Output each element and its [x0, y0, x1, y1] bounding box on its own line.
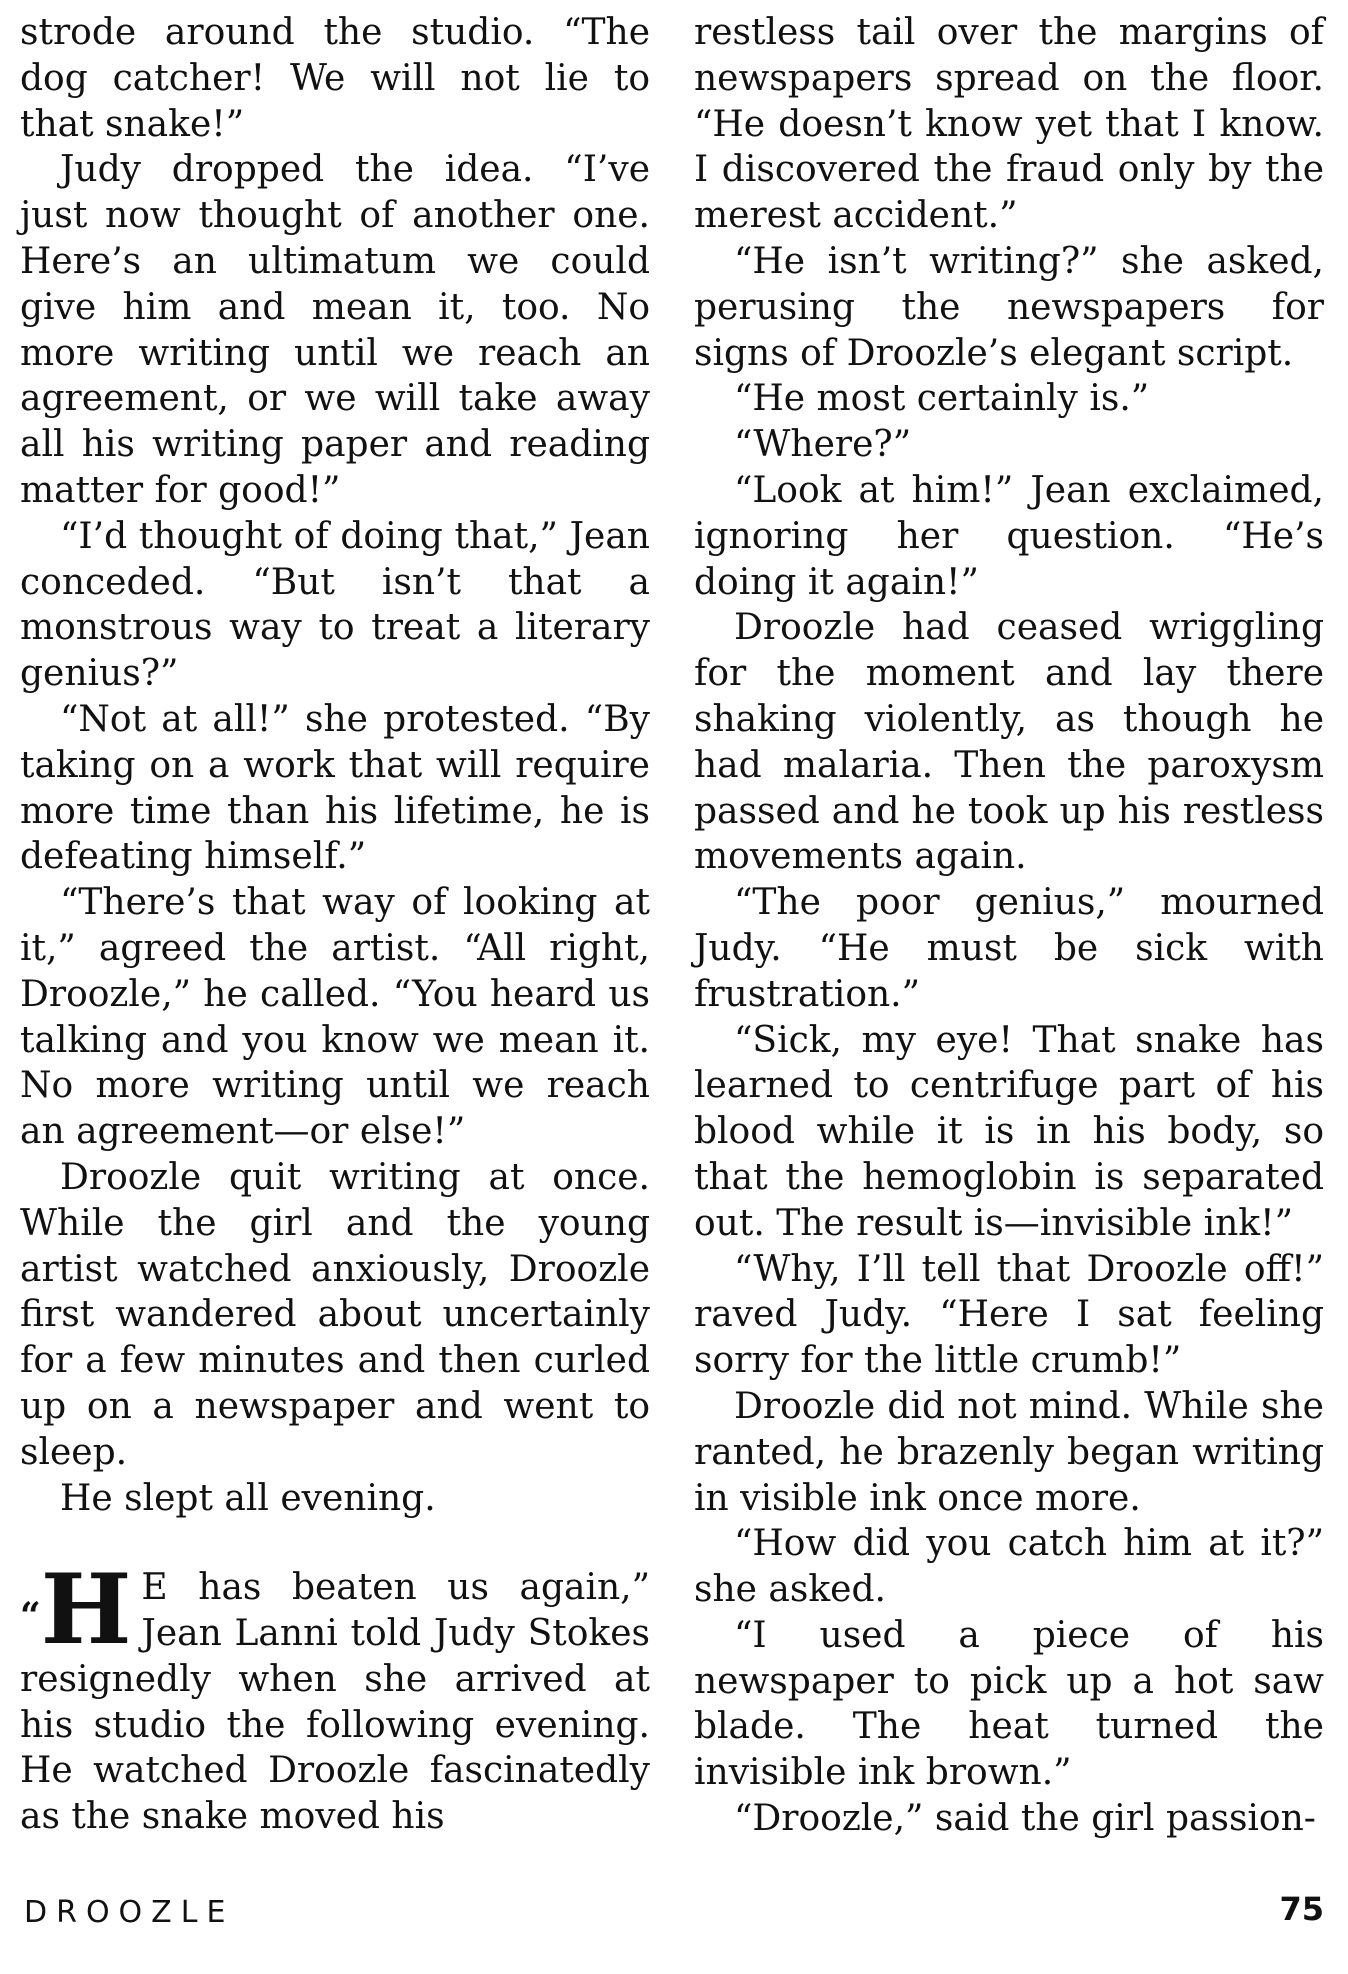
running-title: DROOZLE	[24, 1895, 235, 1930]
paragraph: “Droozle,” said the girl passion-	[734, 1798, 1316, 1840]
drop-cap	[20, 1553, 132, 1667]
section-opening-paragraph	[20, 1553, 650, 1840]
paragraph: restless tail over the margins of newspapers spread on the floor. “He doesn’t know yet that I know. I discovered the fraud only by the merest accident.”	[694, 12, 1324, 237]
paragraph: He slept all evening.	[60, 1477, 436, 1519]
section-opening-text: E has beaten us again,” Jean Lanni told Judy Stokes resignedly when she arrived at his studio the following evening. He watched Droozle fascinatedly as the snake moved his	[20, 1567, 650, 1838]
paragraph: “Not at all!” she protested. “By taking on a work that will require more time than his lifetime, he is defeating himself.”	[20, 698, 650, 878]
paragraph: Droozle had ceased wriggling for the moment and lay there shaking violently, as though he had malaria. Then the paroxysm passed and he took up his restless movements again.	[694, 607, 1324, 878]
paragraph: “Where?”	[734, 424, 912, 466]
paragraph: “Sick, my eye! That snake has learned to centrifuge part of his blood while it is in his body, so that the hemoglobin is separated out. The result is—invisible ink!”	[694, 1019, 1324, 1244]
paragraph: “I used a piece of his newspaper to pick up a hot saw blade. The heat turned the invisible ink brown.”	[694, 1614, 1324, 1794]
paragraph: strode around the studio. “The dog catcher! We will not lie to that snake!”	[20, 12, 650, 145]
paragraph: Judy dropped the idea. “I’ve just now thought of another one. Here’s an ultimatum we could give him and mean it, too. No more writing until we reach an agreement, or we will take away all his writing paper and reading matter for good!”	[20, 149, 650, 511]
paragraph: Droozle quit writing at once. While the girl and the young artist watched anxiously, Droozle first wandered about uncertainly for a few minutes and then curled up on a newspaper and went to sleep.	[20, 1156, 650, 1473]
paragraph: “There’s that way of looking at it,” agreed the artist. “All right, Droozle,” he called. “You heard us talking and you know we mean it. No more writing until we reach an agreement—or else!”	[20, 882, 650, 1153]
right-text-column	[694, 10, 1324, 1842]
paragraph: Droozle did not mind. While she ranted, he brazenly began writing in visible ink once more.	[694, 1385, 1324, 1519]
paragraph: “I’d thought of doing that,” Jean conceded. “But isn’t that a monstrous way to treat a literary genius?”	[20, 515, 650, 695]
paragraph: “Why, I’ll tell that Droozle off!” raved Judy. “Here I sat feeling sorry for the little crumb!”	[694, 1248, 1324, 1382]
paragraph: “Look at him!” Jean exclaimed, ignoring her question. “He’s doing it again!”	[694, 469, 1324, 603]
drop-cap-letter: H	[40, 1553, 132, 1667]
paragraph: “How did you catch him at it?” she asked.	[694, 1523, 1324, 1611]
drop-cap-open-quote: “	[20, 1595, 41, 1638]
page-number: 75	[1279, 1890, 1324, 1928]
paragraph: “He most certainly is.”	[734, 378, 1150, 420]
left-text-column	[20, 10, 650, 1840]
paragraph: “The poor genius,” mourned Judy. “He must be sick with frustration.”	[694, 882, 1324, 1015]
paragraph: “He isn’t writing?” she asked, perusing the newspapers for signs of Droozle’s elegant script.	[694, 240, 1324, 374]
